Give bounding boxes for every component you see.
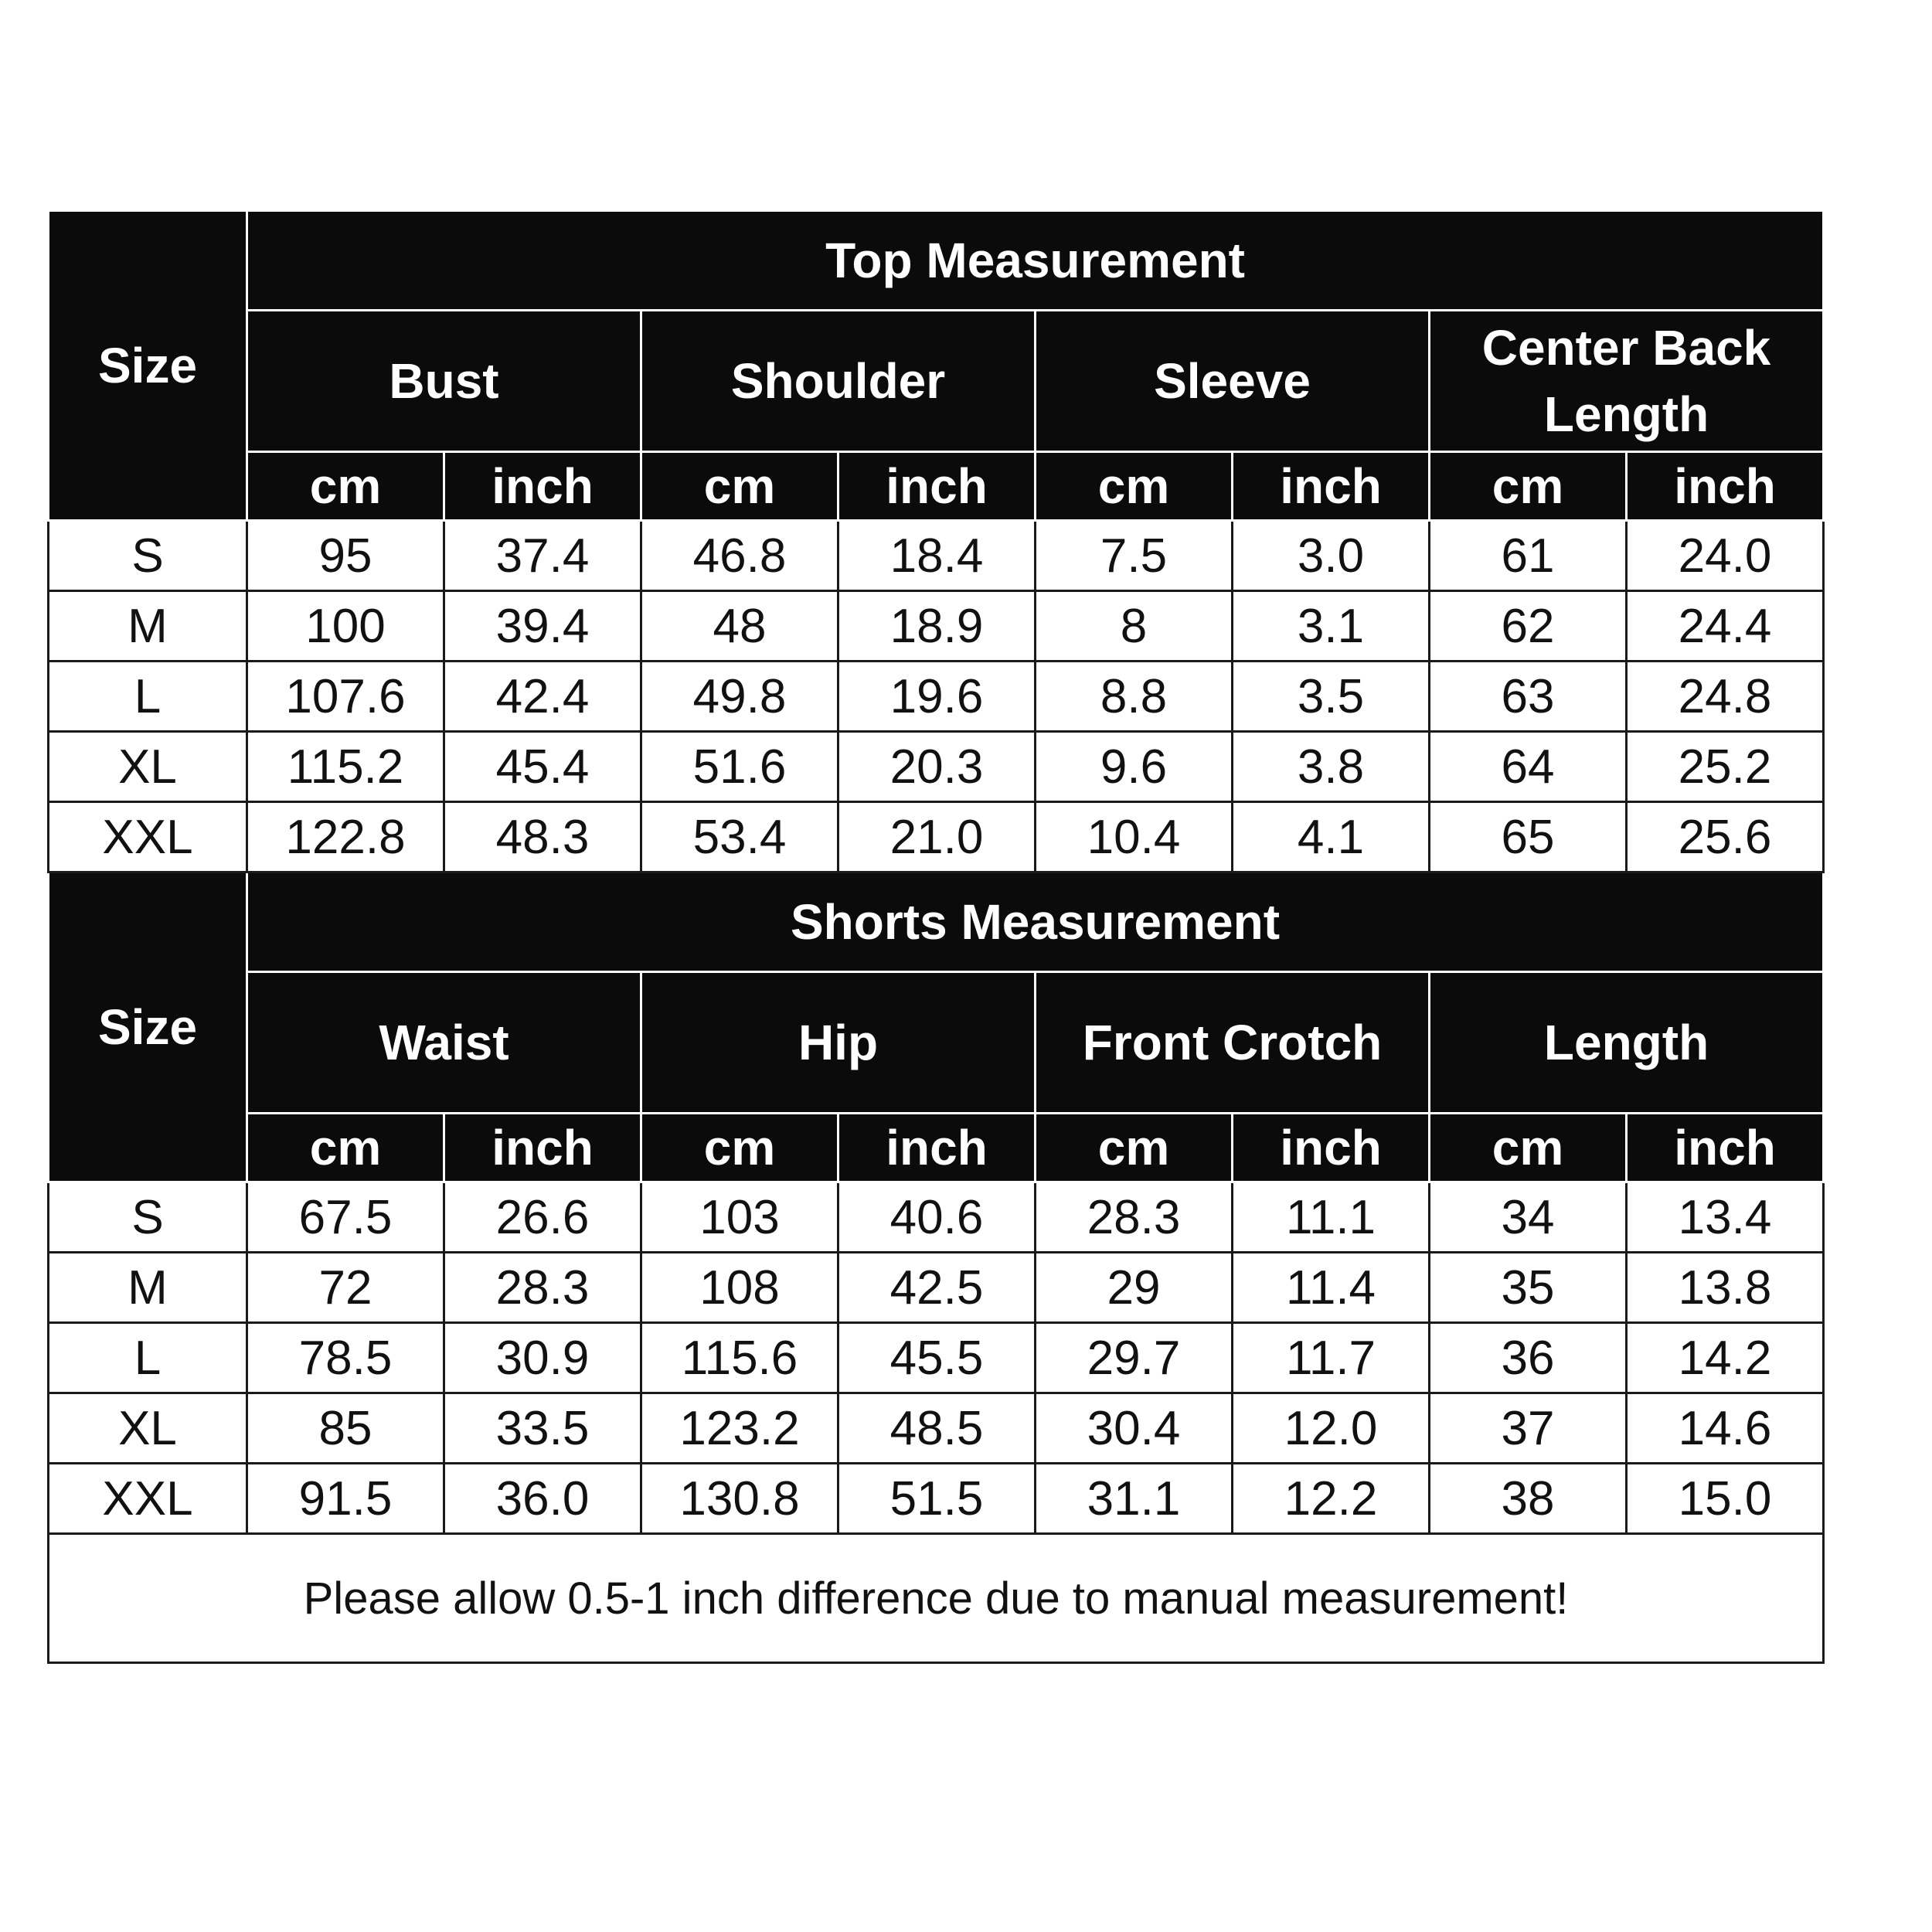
size-cell: L [49, 662, 247, 732]
measurement-cell: 100 [247, 591, 444, 662]
measurement-cell: 51.5 [838, 1464, 1036, 1534]
measurement-cell: 38 [1430, 1464, 1627, 1534]
shorts-unit-inch: inch [1627, 1114, 1824, 1182]
measurement-cell: 18.4 [838, 521, 1036, 591]
measurement-cell: 18.9 [838, 591, 1036, 662]
size-chart-table [47, 209, 1825, 1664]
shorts-data-rows [49, 1182, 1824, 1534]
measurement-cell: 7.5 [1036, 521, 1233, 591]
measurement-cell: 95 [247, 521, 444, 591]
shorts-unit-inch: inch [1233, 1114, 1430, 1182]
top-unit-cm: cm [1036, 452, 1233, 521]
measurement-cell: 30.9 [444, 1323, 641, 1393]
measurement-cell: 61 [1430, 521, 1627, 591]
measurement-cell: 4.1 [1233, 802, 1430, 872]
measurement-cell: 37.4 [444, 521, 641, 591]
measurement-cell: 11.4 [1233, 1253, 1430, 1323]
measurement-cell: 12.0 [1233, 1393, 1430, 1464]
shorts-row-l [49, 1323, 1824, 1393]
size-cell: M [49, 1253, 247, 1323]
size-chart [47, 209, 1822, 1664]
measurement-cell: 29 [1036, 1253, 1233, 1323]
measurement-cell: 64 [1430, 732, 1627, 802]
measurement-cell: 9.6 [1036, 732, 1233, 802]
top-group-bust: Bust [247, 311, 641, 452]
measurement-cell: 24.8 [1627, 662, 1824, 732]
measurement-cell: 26.6 [444, 1182, 641, 1253]
shorts-row-m [49, 1253, 1824, 1323]
top-unit-inch: inch [1627, 452, 1824, 521]
measurement-cell: 30.4 [1036, 1393, 1233, 1464]
shorts-group-length: Length [1430, 972, 1824, 1114]
top-data-rows [49, 521, 1824, 872]
top-row-l [49, 662, 1824, 732]
measurement-cell: 8.8 [1036, 662, 1233, 732]
measurement-cell: 40.6 [838, 1182, 1036, 1253]
measurement-cell: 3.5 [1233, 662, 1430, 732]
size-cell: S [49, 521, 247, 591]
measurement-cell: 8 [1036, 591, 1233, 662]
size-cell: S [49, 1182, 247, 1253]
measurement-cell: 51.6 [641, 732, 838, 802]
shorts-row-s [49, 1182, 1824, 1253]
measurement-cell: 11.1 [1233, 1182, 1430, 1253]
size-cell: XXL [49, 802, 247, 872]
measurement-cell: 45.4 [444, 732, 641, 802]
measurement-cell: 123.2 [641, 1393, 838, 1464]
top-measurement-section [49, 211, 1824, 521]
top-row-xxl [49, 802, 1824, 872]
measurement-cell: 39.4 [444, 591, 641, 662]
measurement-cell: 21.0 [838, 802, 1036, 872]
shorts-unit-cm: cm [641, 1114, 838, 1182]
size-cell: XXL [49, 1464, 247, 1534]
shorts-row-xxl [49, 1464, 1824, 1534]
shorts-unit-cm: cm [247, 1114, 444, 1182]
measurement-cell: 14.6 [1627, 1393, 1824, 1464]
top-group-center-back-length: Center Back Length [1430, 311, 1824, 452]
measurement-cell: 12.2 [1233, 1464, 1430, 1534]
measurement-cell: 115.6 [641, 1323, 838, 1393]
measurement-cell: 11.7 [1233, 1323, 1430, 1393]
shorts-unit-inch: inch [444, 1114, 641, 1182]
measurement-cell: 48.5 [838, 1393, 1036, 1464]
shorts-measurement-section [49, 872, 1824, 1182]
top-row-s [49, 521, 1824, 591]
top-group-shoulder: Shoulder [641, 311, 1036, 452]
measurement-cell: 45.5 [838, 1323, 1036, 1393]
measurement-cell: 14.2 [1627, 1323, 1824, 1393]
size-cell: L [49, 1323, 247, 1393]
top-unit-cm: cm [641, 452, 838, 521]
measurement-cell: 108 [641, 1253, 838, 1323]
measurement-cell: 78.5 [247, 1323, 444, 1393]
top-unit-cm: cm [1430, 452, 1627, 521]
measurement-cell: 29.7 [1036, 1323, 1233, 1393]
measurement-cell: 10.4 [1036, 802, 1233, 872]
measurement-cell: 49.8 [641, 662, 838, 732]
measurement-cell: 28.3 [444, 1253, 641, 1323]
measurement-cell: 42.5 [838, 1253, 1036, 1323]
measurement-cell: 33.5 [444, 1393, 641, 1464]
measurement-cell: 25.6 [1627, 802, 1824, 872]
shorts-unit-cm: cm [1430, 1114, 1627, 1182]
measurement-note: Please allow 0.5-1 inch difference due to manual measurement! [49, 1534, 1824, 1663]
measurement-cell: 19.6 [838, 662, 1036, 732]
measurement-cell: 85 [247, 1393, 444, 1464]
size-cell: M [49, 591, 247, 662]
shorts-row-xl [49, 1393, 1824, 1464]
measurement-cell: 62 [1430, 591, 1627, 662]
shorts-size-header: Size [49, 872, 247, 1182]
measurement-cell: 115.2 [247, 732, 444, 802]
shorts-group-front-crotch: Front Crotch [1036, 972, 1430, 1114]
measurement-cell: 67.5 [247, 1182, 444, 1253]
measurement-cell: 103 [641, 1182, 838, 1253]
measurement-cell: 3.8 [1233, 732, 1430, 802]
measurement-cell: 48 [641, 591, 838, 662]
measurement-cell: 3.1 [1233, 591, 1430, 662]
top-unit-inch: inch [838, 452, 1036, 521]
size-cell: XL [49, 732, 247, 802]
shorts-unit-cm: cm [1036, 1114, 1233, 1182]
measurement-cell: 130.8 [641, 1464, 838, 1534]
measurement-cell: 31.1 [1036, 1464, 1233, 1534]
measurement-cell: 13.4 [1627, 1182, 1824, 1253]
shorts-group-waist: Waist [247, 972, 641, 1114]
measurement-cell: 91.5 [247, 1464, 444, 1534]
measurement-cell: 107.6 [247, 662, 444, 732]
measurement-cell: 65 [1430, 802, 1627, 872]
measurement-cell: 72 [247, 1253, 444, 1323]
measurement-cell: 28.3 [1036, 1182, 1233, 1253]
measurement-cell: 46.8 [641, 521, 838, 591]
top-unit-inch: inch [1233, 452, 1430, 521]
measurement-cell: 24.0 [1627, 521, 1824, 591]
measurement-cell: 13.8 [1627, 1253, 1824, 1323]
top-row-m [49, 591, 1824, 662]
top-row-xl [49, 732, 1824, 802]
measurement-cell: 20.3 [838, 732, 1036, 802]
top-unit-inch: inch [444, 452, 641, 521]
measurement-cell: 122.8 [247, 802, 444, 872]
top-group-sleeve: Sleeve [1036, 311, 1430, 452]
measurement-cell: 37 [1430, 1393, 1627, 1464]
top-measurement-title: Top Measurement [247, 211, 1824, 311]
top-size-header: Size [49, 211, 247, 521]
shorts-group-hip: Hip [641, 972, 1036, 1114]
top-unit-cm: cm [247, 452, 444, 521]
size-cell: XL [49, 1393, 247, 1464]
measurement-cell: 42.4 [444, 662, 641, 732]
measurement-cell: 3.0 [1233, 521, 1430, 591]
shorts-unit-inch: inch [838, 1114, 1036, 1182]
measurement-cell: 35 [1430, 1253, 1627, 1323]
measurement-cell: 36.0 [444, 1464, 641, 1534]
measurement-cell: 34 [1430, 1182, 1627, 1253]
measurement-cell: 24.4 [1627, 591, 1824, 662]
measurement-cell: 53.4 [641, 802, 838, 872]
measurement-cell: 15.0 [1627, 1464, 1824, 1534]
shorts-measurement-title: Shorts Measurement [247, 872, 1824, 972]
measurement-cell: 48.3 [444, 802, 641, 872]
measurement-cell: 36 [1430, 1323, 1627, 1393]
measurement-cell: 63 [1430, 662, 1627, 732]
measurement-cell: 25.2 [1627, 732, 1824, 802]
